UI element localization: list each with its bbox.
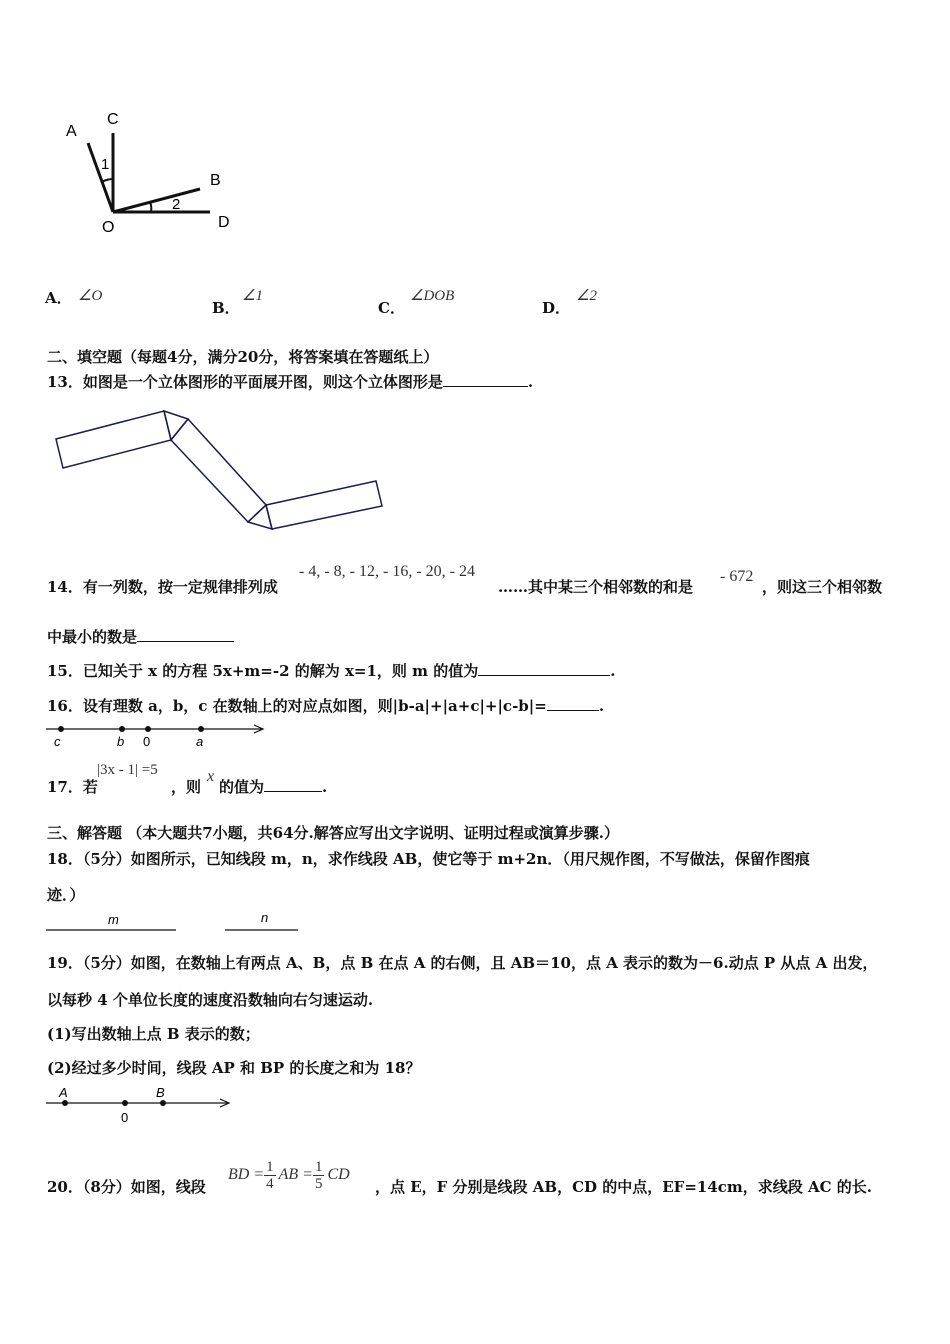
axis-label-a: a bbox=[196, 734, 204, 749]
answer-blank bbox=[478, 661, 610, 676]
answer-blank bbox=[443, 372, 528, 387]
point-B bbox=[160, 1100, 166, 1106]
net-triangle-top bbox=[164, 411, 188, 440]
angle-figure bbox=[55, 105, 245, 240]
question-14-prefix: 14．有一列数，按一定规律排列成 bbox=[47, 578, 278, 596]
fraction-one-quarter bbox=[264, 1159, 276, 1192]
axis-label-c: c bbox=[54, 734, 61, 749]
q14-line2-text: 中最小的数是 bbox=[47, 628, 138, 646]
option-letter: A． bbox=[45, 289, 72, 307]
option-c bbox=[378, 297, 405, 318]
number-line-19 bbox=[44, 1084, 234, 1126]
formula-ab: AB = bbox=[278, 1166, 313, 1183]
question-16 bbox=[47, 695, 604, 716]
q15-end: . bbox=[610, 662, 616, 680]
axis-label-b: b bbox=[117, 734, 125, 749]
label-C: C bbox=[107, 111, 119, 128]
q16-end: . bbox=[598, 697, 605, 715]
q20-suffix: ，点 E，F 分别是线段 AB，CD 的中点，EF=14cm，求线段 AC 的长. bbox=[375, 1178, 873, 1196]
q18-line1: 18．（5分）如图所示，已知线段 m，n，求作线段 AB，使它等于 m+2n．（用尺规作图，不写做法，保留作图痕 bbox=[47, 850, 810, 868]
q19-part1: (1)写出数轴上点 B 表示的数； bbox=[47, 1025, 260, 1043]
section-2-heading: 二、填空题（每题4分，满分20分，将答案填在答题纸上） bbox=[47, 348, 439, 366]
option-a-value: ∠O bbox=[78, 288, 103, 304]
option-a bbox=[45, 287, 72, 308]
q14-middle: ……其中某三个相邻数的和是 bbox=[498, 578, 694, 596]
q17-prefix: 17．若 bbox=[47, 778, 98, 796]
q20-prefix: 20．（8分）如图，线段 bbox=[47, 1178, 206, 1196]
q17-end: . bbox=[322, 778, 328, 796]
q14-sum: - 672 bbox=[720, 568, 754, 585]
label-angle-1: 1 bbox=[101, 156, 110, 173]
net-face-right bbox=[266, 481, 382, 529]
q14-suffix: ，则这三个相邻数 bbox=[762, 578, 883, 596]
q15-text: 15．已知关于 x 的方程 5x+m=-2 的解为 x=1，则 m 的值为 bbox=[47, 662, 479, 680]
point-c bbox=[58, 726, 64, 732]
arc-angle-1 bbox=[102, 179, 113, 182]
axis-label-B: B bbox=[156, 1085, 165, 1100]
net-face-left bbox=[56, 411, 171, 468]
q19-part2: (2)经过多少时间，线段 AP 和 BP 的长度之和为 18？ bbox=[47, 1059, 421, 1077]
section-3-heading: 三、解答题 （本大题共7小题，共64分.解答应写出文字说明、证明过程或演算步骤.） bbox=[47, 824, 619, 842]
option-d bbox=[542, 297, 570, 318]
axis-label-0: 0 bbox=[121, 1110, 129, 1125]
ray-ob bbox=[113, 189, 200, 212]
answer-blank bbox=[547, 696, 599, 711]
point-0 bbox=[122, 1100, 128, 1106]
fraction-denominator: 5 bbox=[314, 1175, 323, 1192]
axis-label-0: 0 bbox=[143, 734, 151, 749]
option-c-value: ∠DOB bbox=[410, 288, 455, 304]
net-face-middle bbox=[171, 419, 266, 522]
point-A bbox=[62, 1100, 68, 1106]
q19-line2: 以每秒 4 个单位长度的速度沿数轴向右匀速运动. bbox=[47, 991, 374, 1009]
point-0 bbox=[145, 726, 151, 732]
option-letter: D． bbox=[542, 299, 571, 317]
fraction-denominator: 4 bbox=[266, 1175, 274, 1192]
label-B: B bbox=[210, 172, 221, 189]
q13-text: 13．如图是一个立体图形的平面展开图，则这个立体图形是 bbox=[47, 373, 443, 391]
option-letter: B． bbox=[212, 299, 240, 317]
fraction-numerator: 1 bbox=[314, 1158, 323, 1175]
label-D: D bbox=[218, 214, 230, 231]
option-b bbox=[212, 297, 240, 318]
answer-blank bbox=[264, 777, 322, 792]
q16-text: 16．设有理数 a，b，c 在数轴上的对应点如图，则|b-a|+|a+c|+|c-b|= bbox=[47, 697, 547, 715]
ray-oa bbox=[88, 143, 113, 212]
answer-blank bbox=[137, 627, 234, 642]
q20-formula bbox=[228, 1154, 350, 1196]
segment-n-label: n bbox=[261, 910, 269, 925]
question-13 bbox=[47, 371, 533, 392]
option-b-value: ∠1 bbox=[242, 288, 263, 304]
q17-expr: |3x - 1| =5 bbox=[97, 762, 158, 778]
q14-line2 bbox=[47, 626, 234, 647]
label-angle-2: 2 bbox=[172, 196, 181, 213]
point-b bbox=[119, 726, 125, 732]
q14-sequence: - 4, - 8, - 12, - 16, - 20, - 24 bbox=[299, 563, 475, 580]
q13-end: . bbox=[527, 373, 534, 391]
q18-line2: 迹．） bbox=[47, 886, 85, 904]
axis-label-A: A bbox=[59, 1085, 68, 1100]
label-O: O bbox=[102, 219, 115, 236]
option-d-value: ∠2 bbox=[576, 288, 597, 304]
question-15 bbox=[47, 660, 615, 681]
q17-var: x bbox=[207, 768, 215, 785]
formula-cd: CD bbox=[327, 1166, 350, 1183]
formula-bd: BD = bbox=[228, 1166, 265, 1183]
q17-mid: ，则 bbox=[171, 778, 202, 796]
q17-suffix-text: 的值为 bbox=[219, 778, 265, 796]
segment-m-label: m bbox=[108, 912, 119, 927]
option-letter: C． bbox=[378, 299, 405, 317]
net-figure bbox=[50, 405, 390, 535]
q17-suffix bbox=[219, 776, 327, 797]
q19-line1: 19．（5分）如图，在数轴上有两点 A、B，点 B 在点 A 的右侧，且 AB＝10，点 A 表示的数为－6.动点 P 从点 A 出发， bbox=[47, 954, 878, 972]
point-a bbox=[198, 726, 204, 732]
fraction-numerator: 1 bbox=[266, 1158, 274, 1175]
number-line-16 bbox=[44, 720, 269, 750]
label-A: A bbox=[66, 123, 77, 140]
fraction-one-fifth bbox=[313, 1159, 325, 1192]
segments-figure bbox=[44, 910, 304, 934]
